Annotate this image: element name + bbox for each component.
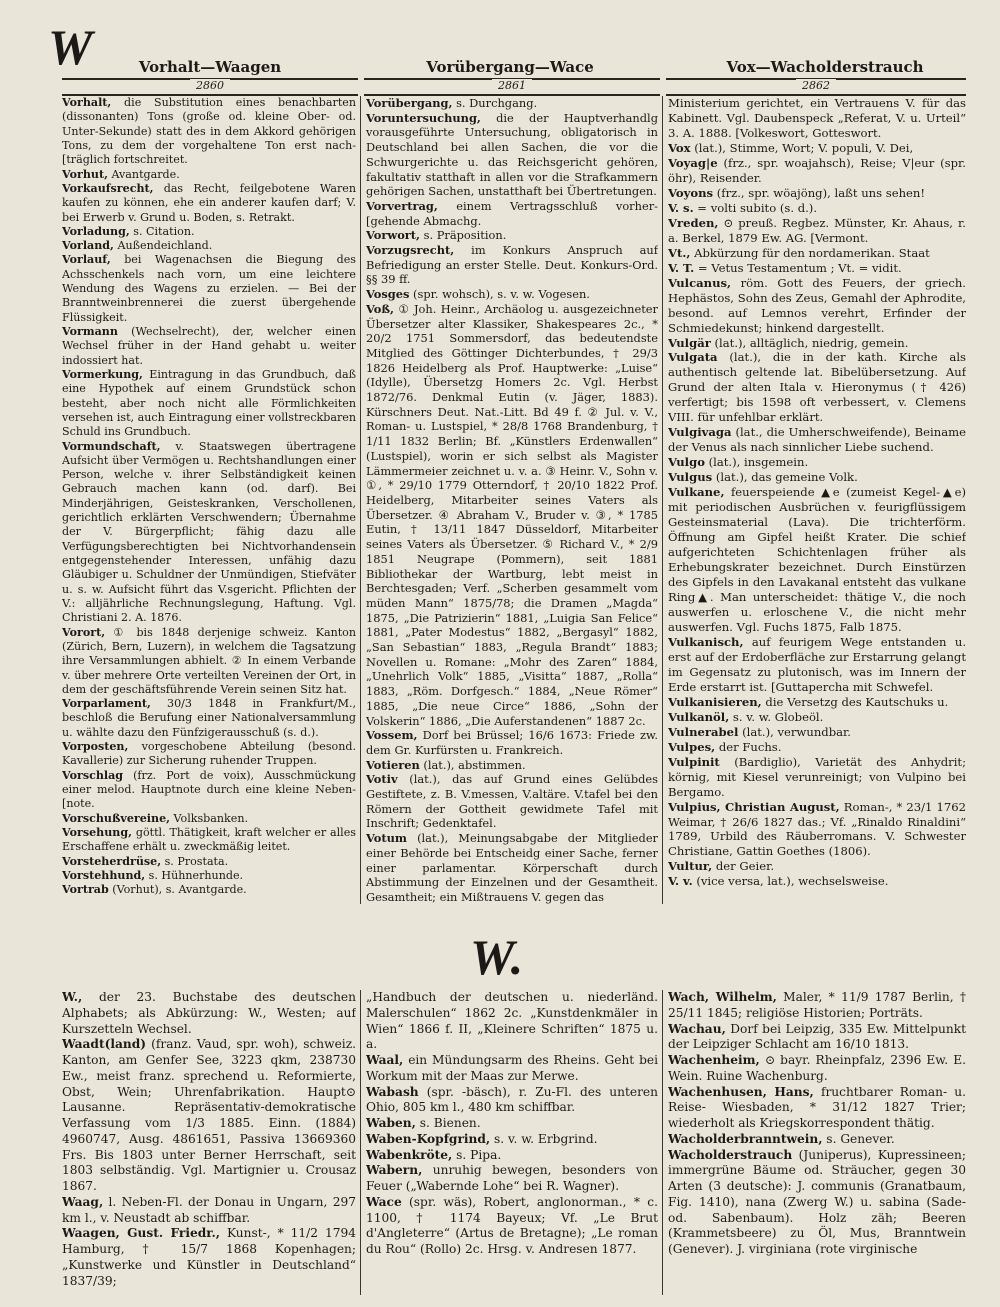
dictionary-entry: [62, 253, 356, 325]
dictionary-entry: [668, 156, 966, 186]
entry-text: (lat.), verwundbar.: [738, 724, 851, 739]
dictionary-entry: [668, 710, 966, 725]
entry-headword: V. s.: [668, 200, 694, 215]
dictionary-entry: [668, 1053, 966, 1085]
entry-headword: Vulpes,: [668, 739, 716, 754]
entry-headword: Waal,: [366, 1053, 404, 1067]
entry-text: ein Mündungsarm des Rheins. Geht bei Workum mit der Maas zur Merwe.: [366, 1053, 658, 1083]
entry-text: s. Genever.: [822, 1131, 895, 1146]
entry-text: Eintragung in das Grundbuch, daß eine Hypothek auf einem Grundstück schon besteht, aber noch nicht alle Förmlichkeiten versehen ist, auch Eintragung einer vollstreckbaren Schuld ins Grundbuch.: [62, 367, 356, 439]
entry-text: röm. Gott des Feuers, der griech. Hephästos, Sohn des Zeus, Gemahl der Aphrodite, besond. auf Lemnos verehrt, Erfinder der Schmiedekunst; hinkend dargestellt.: [668, 275, 966, 335]
entry-text: (franz. Vaud, spr. woh), schweiz. Kanton, am Genfer See, 3223 qkm, 238730 Ew., meist franz. sprechend u. Reformierte, Obst, Wein; Uhrenfabrikation. Haupt⊙ Lausanne. Repräsentativ-demokratische Verfassung vom 1/3 1885. Einn. (1884) 4960747, Ausg. 4861651, Passiva 13669360 Frs. Bis 1803 unter Berner Herrschaft, seit 1803 selbständig. Vgl. Martignier u. Crousaz 1867.: [62, 1037, 356, 1193]
entry-headword: Voruntersuchung,: [366, 110, 481, 125]
entry-headword: Waagen, Gust. Friedr.,: [62, 1226, 221, 1241]
dictionary-entry: [668, 1022, 966, 1054]
entry-headword: Vulnerabel: [668, 724, 739, 739]
dictionary-entry: [62, 883, 356, 897]
entry-headword: W.,: [62, 990, 83, 1004]
entry-headword: Vulgär: [668, 335, 711, 350]
entry-headword: Vulkanöl,: [668, 709, 730, 724]
dictionary-entry: [62, 769, 356, 812]
column-1-title: Vorhalt—Waagen: [138, 58, 282, 76]
entry-text: (spr. wäs), Robert, anglonorman., * c. 1100, † 1174 Bayeux; Vf. „Le Brut d'Angleterre“ (Artus de Bretagne); „Le roman du Rou“ (Rollo) 2c. Hrsg. v. Andresen 1877.: [366, 1194, 658, 1256]
entry-text: (spr. -bäsch), r. Zu-Fl. des unteren Ohio, 805 km l., 480 km schiffbar.: [366, 1084, 658, 1115]
entry-headword: Votiv: [366, 772, 398, 787]
entry-headword: Vulkanisieren,: [668, 694, 762, 709]
entry-headword: Vosges: [366, 287, 410, 302]
entry-headword: Vossem,: [366, 728, 418, 743]
entry-text: = volti subito (s. d.).: [693, 200, 818, 215]
entry-text: (frz. Port de voix), Ausschmückung einer melod. Hauptnote durch eine kleine Neben- [note.: [62, 768, 356, 811]
entry-headword: Voß,: [366, 301, 395, 316]
lower-column-1: [62, 990, 356, 1300]
entry-text: (Bardiglio), Varietät des Anhydrit; körnig, mit Kiesel verunreinigt; von Vulpino bei Bergamo.: [668, 754, 966, 799]
dictionary-entry: [62, 626, 356, 698]
entry-headword: Vorort,: [62, 625, 106, 639]
entry-headword: Vorland,: [62, 239, 114, 253]
entry-headword: Voyag|e: [668, 155, 718, 170]
entry-headword: Vorsteherdrüse,: [62, 854, 162, 868]
entry-text: s. Präposition.: [420, 228, 507, 243]
dictionary-entry: [366, 228, 658, 243]
entry-text: „Handbuch der deutschen u. niederländ. Malerschulen“ 1862 2c. „Kunstdenkmäler in Wien“ 1866 f. II, „Kleinere Schriften“ 1875 u. a.: [366, 990, 658, 1052]
dictionary-entry: [668, 276, 966, 336]
entry-headword: Waag,: [62, 1194, 104, 1209]
column-2-number-bar: [364, 78, 660, 96]
dictionary-entry: [366, 1085, 658, 1117]
entry-text: s. v. w. Globeöl.: [729, 709, 824, 724]
dictionary-entry: [62, 697, 356, 740]
entry-text: einem Vertragsschluß vorher- [gehende Abmachg.: [366, 198, 658, 228]
dictionary-entry: [668, 990, 966, 1022]
dictionary-entry: [668, 455, 966, 470]
dictionary-entry: [668, 859, 966, 874]
entry-text: (Vorhut), s. Avantgarde.: [108, 883, 247, 897]
entry-headword: Wabern,: [366, 1163, 423, 1178]
entry-text: ⊙ bayr. Rheinpfalz, 2396 Ew. E. Wein. Ruine Wachenburg.: [668, 1053, 966, 1083]
lower-column-2: [366, 990, 658, 1300]
entry-text: die der Hauptverhandlg vorausgeführte Untersuchung, obligatorisch in Deutschland bei allen Sachen, die vor die Schwurgerichte u. das Reichsgericht gehören, fakultativ statthaft in allen vor die Strafkammern gehörigen Sachen, unstatthaft bei Übertretungen.: [366, 110, 658, 199]
entry-headword: Vorschußvereine,: [62, 811, 171, 825]
dictionary-entry: [62, 225, 356, 239]
entry-headword: Wach, Wilhelm,: [668, 990, 777, 1004]
entry-text: feuerspeiende ▲e (zumeist Kegel-▲e) mit periodischen Ausbrüchen v. feurigflüssigem Gesteinsmaterial (Lava). Die trichterförm. Öffnung am Gipfel heißt Krater. Die schief aufgerichteten Schichtenlagen früher als Erhebungskrater bezeichnet. Durch Einstürzen des Gipfels in den Lavakanal entsteht das vulkane Ring▲. Man unterscheidet: thätige V., die noch auswerfen u. erloschene V., die nicht mehr auswerfen. Vgl. Fuchs 1875, Falb 1875.: [668, 485, 966, 634]
dictionary-entry: [62, 440, 356, 626]
entry-headword: Vorstehhund,: [62, 868, 146, 882]
entry-text: s. Bienen.: [415, 1116, 481, 1130]
entry-text: Dorf bei Leipzig, 335 Ew. Mittelpunkt der Leipziger Schlacht am 16/10 1813.: [668, 1021, 966, 1052]
entry-headword: Vultur,: [668, 859, 713, 874]
dictionary-entry: [668, 141, 966, 156]
entry-headword: Vreden,: [668, 215, 719, 230]
entry-headword: Vorschlag: [62, 768, 124, 782]
entry-text: göttl. Thätigkeit, kraft welcher er alles Erschaffene erhält u. zweckmäßig leitet.: [62, 825, 356, 854]
dictionary-entry: [366, 111, 658, 199]
entry-headword: Vorlauf,: [62, 253, 111, 267]
column-1-page-number: 2860: [190, 79, 230, 92]
dictionary-entry: [62, 855, 356, 869]
entry-headword: Vorkaufsrecht,: [62, 181, 154, 195]
upper-column-1: [62, 96, 356, 904]
dictionary-entry: [668, 740, 966, 755]
dictionary-entry: [366, 243, 658, 287]
entry-text: (vice versa, lat.), wechselsweise.: [692, 874, 889, 889]
column-3-title: Vox—Wacholderstrauch: [726, 58, 924, 76]
entry-text: (lat.), Stimme, Wort; V. populi, V. Dei,: [690, 140, 914, 155]
entry-headword: Voyons: [668, 185, 714, 200]
entry-headword: Vormerkung,: [62, 367, 143, 381]
dictionary-entry: [62, 740, 356, 769]
entry-headword: Vulpinit: [668, 754, 720, 769]
dictionary-entry: [668, 635, 966, 695]
entry-headword: Vt.,: [668, 245, 691, 260]
entry-headword: Waadt(land): [62, 1037, 147, 1052]
entry-headword: Vox: [668, 140, 691, 155]
dictionary-entry: [366, 990, 658, 1053]
upper-column-3: [668, 96, 966, 904]
entry-text: s. v. w. Erbgrind.: [490, 1131, 598, 1146]
dictionary-entry: [366, 287, 658, 302]
entry-headword: Vulgus: [668, 470, 713, 485]
dictionary-entry: [668, 336, 966, 351]
dictionary-entry: [366, 96, 658, 111]
entry-text: (lat.), abstimmen.: [419, 757, 526, 772]
entry-text: die Substitution eines benachbarten (dissonanten) Tons (große od. kleine Ober- od. Unter-Sekunde) statt des in dem Akkord gehörigen Tons, zu dem der vorgehaltene Ton erst nach- [träglich fortschreitet.: [62, 96, 356, 167]
entry-text: der Geier.: [712, 859, 775, 874]
entry-text: = Vetus Testamentum ; Vt. = vidit.: [694, 260, 902, 275]
entry-headword: Vormann: [62, 325, 118, 338]
entry-headword: Wachenhusen, Hans,: [668, 1084, 814, 1099]
entry-headword: Vulgivaga: [668, 425, 732, 440]
dictionary-entry: [668, 96, 966, 141]
dictionary-entry: [366, 772, 658, 831]
entry-text: s. Prostata.: [161, 854, 229, 868]
dictionary-entry: [62, 1195, 356, 1227]
entry-headword: Wachau,: [668, 1021, 726, 1036]
entry-text: Abkürzung für den nordamerikan. Staat: [690, 245, 930, 260]
entry-headword: Waben,: [366, 1116, 416, 1130]
dictionary-entry: [668, 800, 966, 860]
dictionary-entry: [62, 1037, 356, 1195]
entry-headword: Votieren: [366, 757, 420, 772]
column-1-number-bar: [62, 78, 358, 96]
entry-text: (lat.), insgemein.: [704, 455, 809, 470]
entry-headword: Vorzugsrecht,: [366, 243, 455, 258]
dictionary-entry: [366, 302, 658, 728]
column-3-number-bar: [666, 78, 966, 96]
dictionary-entry: [62, 182, 356, 225]
entry-headword: Wacholderstrauch: [668, 1147, 793, 1162]
dictionary-entry: [668, 485, 966, 635]
entry-text: fruchtbarer Roman- u. Reise- Wiesbaden, * 31/12 1827 Trier; wiederholt als Kriegskorrespondent thätig.: [668, 1084, 966, 1130]
entry-text: der 23. Buchstabe des deutschen Alphabets; als Abkürzung: W., Westen; auf Kurszetteln Wechsel.: [62, 990, 356, 1036]
entry-headword: Wabash: [366, 1084, 419, 1099]
entry-headword: Vulgata: [668, 350, 718, 365]
entry-text: (lat.), das auf Grund eines Gelübdes Gestiftete, z. B. V.messen, V.altäre. V.tafel bei den Römern der Gottheit gewidmete Tafel mit Inschrift; Gedenktafel.: [366, 772, 658, 831]
dictionary-entry: [668, 216, 966, 246]
entry-text: ① Joh. Heinr., Archäolog u. ausgezeichneter Übersetzer alter Klassiker, Shakespeares 2c., * 20/2 1751 Sommersdorf, das bedeutendste Mitglied des Göttinger Dichterbundes, † 29/3 1826 Heidelberg als Prof. Hauptwerke: „Luise“ (Idylle), Übersetzg Homers 2c. Vgl. Herbst 1872/76. Denkmal Eutin (v. Jäger, 1883). Kürschners Deut. Nat.-Litt. Bd 49 f. ② Jul. v. V., Roman- u. Lustspiel, * 28/8 1768 Brandenburg, † 1/11 1832 Berlin; Bf. „Künstlers Erdenwallen“ (Lustspiel), worin er sich selbst als Magister Lämmermeier zeichnet u. v. a. ③ Heinr. V., Sohn v. ①, * 29/10 1779 Otterndorf, † 20/10 1822 Prof. Heidelberg, Mitarbeiter seines Vaters als Übersetzer. ④ Abraham V., Bruder v. ③, * 1785 Eutin, † 13/11 1847 Düsseldorf, Mitarbeiter seines Vaters als Übersetzer. ⑤ Richard V., * 2/9 1851 Neugrape (Pommern), seit 1881 Bibliothekar der Wartburg, lebt meist in Berchtesgaden; Verf. „Scherben gesammelt vom müden Mann“ 1875/78; die Dramen „Magda“ 1875, „Die Patrizierin“ 1881, „Luigia San Felice“ 1881, „Pater Modestus“ 1882, „Bergasyl“ 1882, „San Sebastian“ 1883, „Regula Brandt“ 1883; Novellen u. Romane: „Mohr des Zaren“ 1884, „Unehrlich Volk“ 1885, „Visitta“ 1887, „Rolla“ 1883, „Röm. Dorfgesch.“ 1884, „Neue Römer“ 1885, „Die neue Circe“ 1886, „Sohn der Volskerin“ 1886, „Die Auferstandenen“ 1887 2c.: [366, 301, 658, 728]
entry-text: das Recht, feilgebotene Waren kaufen zu können, ehe ein anderer kaufen darf; V. bei Erwerb v. Grund u. Boden, s. Retrakt.: [62, 181, 356, 224]
entry-text: (Wechselrecht), der, welcher einen Wechsel früher in der Hand gehabt u. weiter indossiert hat.: [62, 325, 356, 367]
column-divider: [360, 96, 361, 904]
entry-text: l. Neben-Fl. der Donau in Ungarn, 297 km l., v. Neustadt ab schiffbar.: [62, 1194, 356, 1225]
entry-text: im Konkurs Anspruch auf Befriedigung an erster Stelle. Deut. Konkurs-Ord. §§ 39 ff.: [366, 243, 658, 287]
entry-text: Avantgarde.: [107, 167, 180, 181]
entry-headword: Wace: [366, 1194, 402, 1209]
entry-headword: Vulkane,: [668, 485, 725, 500]
entry-headword: Vorsehung,: [62, 825, 132, 839]
entry-text: (frz., spr. woajahsch), Reise; V|eur (spr. öhr), Reisender.: [668, 155, 966, 185]
entry-text: v. Staatswegen übertragene Aufsicht über Vermögen u. Rechtshandlungen einer Person, welche v. ihrer Selbständigkeit keinen Gebrauch machen kann (od. darf). Bei Minderjährigen, Geisteskranken, Verschollenen, gerichtlich erklärten Verschwendern; Übernahme der V. Bürgerpflicht; fähig dazu alle Verfügungsberechtigten bei Nichtvorhandensein entgegenstehender Interessen, unfähig dazu Gläubiger u. Schuldner der Unmündigen, Stiefväter u. s. w. Aufsicht führt das V.sgericht. Pflichten der V.: alljährliche Rechnungslegung, Haftung. Vgl. Christiani 2. A. 1876.: [62, 439, 356, 625]
entry-text: (lat.), Meinungsabgabe der Mitglieder einer Behörde bei Entscheidg einer Sache, ferner einer parlamentar. Körperschaft durch Abstimmung der Einzelnen und der Gesamtheit. Gesamtheit; ein Mißtrauens V. gegen das: [366, 831, 658, 904]
entry-headword: Vorparlament,: [62, 697, 151, 711]
entry-text: vorgeschobene Abteilung (besond. Kavallerie) zur Sicherung ruhender Truppen.: [62, 740, 356, 768]
dictionary-entry: [62, 168, 356, 182]
entry-headword: Vorhut,: [62, 167, 108, 181]
entry-text: die Versetzg des Kautschuks u.: [761, 694, 949, 709]
entry-headword: Vorvertrag,: [366, 198, 438, 213]
dictionary-entry: [668, 470, 966, 485]
entry-text: ⊙ preuß. Regbez. Münster, Kr. Ahaus, r. a. Berkel, 1879 Ew. AG. [Vermont.: [668, 215, 966, 245]
dictionary-entry: [62, 869, 356, 883]
entry-headword: Vulgo: [668, 455, 705, 470]
dictionary-entry: [366, 1116, 658, 1132]
entry-text: Dorf bei Brüssel; 16/6 1673: Friede zw. dem Gr. Kurfürsten u. Frankreich.: [366, 728, 658, 757]
column-divider: [360, 990, 361, 1295]
dictionary-entry: [668, 755, 966, 800]
entry-headword: Vorwort,: [366, 228, 421, 243]
dictionary-entry: [668, 246, 966, 261]
column-divider: [662, 96, 663, 904]
dictionary-entry: [668, 874, 966, 889]
dictionary-entry: [62, 325, 356, 368]
dictionary-entry: [62, 96, 356, 168]
column-3-page-number: 2862: [796, 79, 836, 92]
dictionary-entry: [668, 261, 966, 276]
entry-headword: Vulcanus,: [668, 275, 732, 290]
dictionary-entry: [366, 1195, 658, 1258]
entry-headword: Vulkanisch,: [668, 634, 744, 649]
entry-headword: Votum: [366, 831, 407, 846]
entry-headword: Wacholderbranntwein,: [668, 1131, 823, 1146]
section-heading-letter: W.: [470, 929, 524, 985]
dictionary-entry: [366, 758, 658, 773]
lower-column-3: [668, 990, 966, 1300]
dictionary-entry: [366, 199, 658, 228]
dictionary-entry: [668, 725, 966, 740]
dictionary-entry: [62, 239, 356, 253]
dictionary-entry: [668, 1085, 966, 1132]
entry-text: Maler, * 11/9 1787 Berlin, † 25/11 1845; religiöse Historien; Porträts.: [668, 990, 966, 1020]
page-section-letter: W: [48, 19, 87, 75]
dictionary-entry: [62, 1226, 356, 1289]
dictionary-entry: [366, 1132, 658, 1148]
column-2-page-number: 2861: [492, 79, 532, 92]
entry-headword: Vorhalt,: [62, 96, 112, 109]
entry-headword: Vortrab: [62, 883, 109, 897]
entry-headword: Vormundschaft,: [62, 439, 161, 453]
entry-text: Volksbanken.: [170, 811, 248, 825]
entry-text: (lat.), die in der kath. Kirche als authentisch geltende lat. Bibelübersetzung. Auf Grund der alten Itala v. Hieronymus († 426) verfertigt; bis 1598 oft verbessert, v. Clemens VIII. für unfehlbar erklärt.: [668, 350, 966, 425]
dictionary-entry: [668, 695, 966, 710]
dictionary-entry: [62, 368, 356, 440]
dictionary-entry: [62, 826, 356, 855]
entry-headword: V. T.: [668, 260, 695, 275]
entry-headword: Wabenkröte,: [366, 1147, 453, 1162]
entry-headword: Vorladung,: [62, 224, 130, 238]
column-divider: [662, 990, 663, 1295]
entry-text: Kunst-, * 11/2 1794 Hamburg, † 15/7 1868 Kopenhagen; „Kunstwerke und Künstler in Deutschland“ 1837/39;: [62, 1226, 356, 1288]
entry-headword: Wachenheim,: [668, 1053, 760, 1067]
dictionary-entry: [668, 186, 966, 201]
entry-text: Ministerium gerichtet, ein Vertrauens V. für das Kabinett. Vgl. Daubenspeck „Referat, V. u. Urteil“ 3. A. 1888. [Volkeswort, Gotteswort.: [668, 96, 966, 140]
entry-text: der Fuchs.: [715, 739, 782, 754]
entry-text: bei Wagenachsen die Biegung des Achsschenkels nach vorn, um eine leichtere Wendung des Wagens zu erzielen. — Bei der Branntweinbrennerei die zuerst übergehende Flüssigkeit.: [62, 253, 356, 324]
entry-text: auf feurigem Wege entstanden u. erst auf der Erdoberfläche zur Erstarrung gelangt im Gegensatz zu plutonisch, was im Innern der Erde erstarrt ist. [Guttapercha mit Schwefel.: [668, 634, 966, 694]
entry-text: Roman-, * 23/1 1762 Weimar, † 26/6 1827 das.; Vf. „Rinaldo Rinaldini“ 1789, Urbild des Räuberromans. V. Schwester Christiane, Gattin Goethes (1806).: [668, 799, 966, 859]
entry-text: ① bis 1848 derjenige schweiz. Kanton (Zürich, Bern, Luzern), in welchem die Tagsatzung ihre Versammlungen abhielt. ② In einem Verbande v. über mehrere Orte verteilten Vereinen der Ort, in dem der geschäftsführende Verein seinen Sitz hat.: [62, 625, 356, 696]
dictionary-entry: [668, 425, 966, 455]
entry-headword: V. v.: [668, 874, 693, 889]
entry-headword: Vorübergang,: [366, 96, 453, 110]
dictionary-entry: [668, 1132, 966, 1148]
dictionary-entry: [62, 812, 356, 826]
entry-headword: Vorposten,: [62, 740, 129, 754]
dictionary-entry: [668, 201, 966, 216]
entry-headword: Vulpius, Christian August,: [668, 799, 840, 814]
entry-text: (frz., spr. wöajöng), laßt uns sehen!: [713, 185, 926, 200]
entry-text: unruhig bewegen, besonders von Feuer („Wabernde Lohe“ bei R. Wagner).: [366, 1163, 658, 1193]
upper-column-2: [366, 96, 658, 904]
dictionary-entry: [366, 1148, 658, 1164]
dictionary-entry: [366, 1163, 658, 1195]
entry-text: (lat.), alltäglich, niedrig, gemein.: [710, 335, 909, 350]
entry-text: s. Durchgang.: [452, 96, 538, 110]
entry-headword: Waben-Kopfgrind,: [366, 1131, 491, 1146]
entry-text: (lat.), das gemeine Volk.: [712, 470, 858, 485]
entry-text: 30/3 1848 in Frankfurt/M., beschloß die Berufung einer Nationalversammlung u. wählte dazu den Fünfzigerausschuß (s. d.).: [62, 697, 356, 739]
dictionary-entry: [366, 1053, 658, 1085]
entry-text: (spr. wohsch), s. v. w. Vogesen.: [409, 287, 590, 302]
dictionary-entry: [62, 990, 356, 1037]
column-2-title: Vorübergang—Wace: [426, 58, 594, 76]
entry-text: s. Hühnerhunde.: [145, 868, 244, 882]
dictionary-entry: [366, 831, 658, 904]
entry-text: s. Citation.: [129, 224, 195, 238]
entry-text: s. Pipa.: [452, 1147, 502, 1162]
entry-text: Außendeichland.: [113, 239, 213, 253]
entry-text: (lat., die Umherschweifende), Beiname der Venus als nach sinnlicher Liebe suchend.: [668, 425, 966, 455]
dictionary-entry: [366, 728, 658, 757]
dictionary-entry: [668, 350, 966, 425]
entry-text: (Juniperus), Kupressineen; immergrüne Bäume od. Sträucher, gegen 30 Arten (3 deutsche): J. communis (Granatbaum, Fig. 1410), nana (Zwerg W.) u. sabina (Sade- od. Sabenbaum). Holz zäh; Beeren (Krammetsbeere) zu Öl, Mus, Branntwein (Genever). J. virginiana (rote virginische: [668, 1147, 966, 1256]
dictionary-entry: [668, 1148, 966, 1258]
